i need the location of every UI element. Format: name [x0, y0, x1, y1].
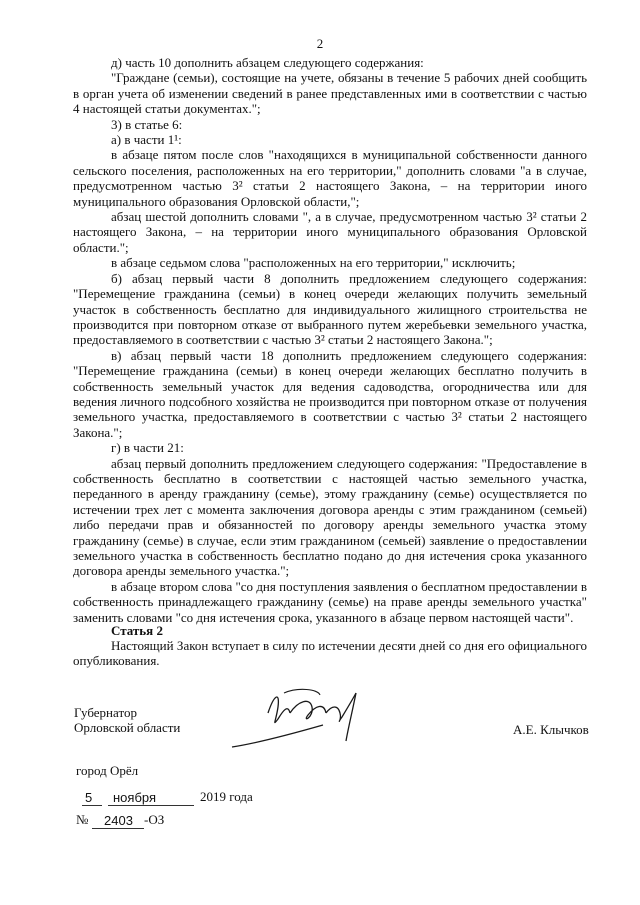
paragraph: абзац шестой дополнить словами ", а в случае, предусмотренном частью 3² статьи 2 настоящего Закона, – на территории иного муниципального образования Орловской области."; — [73, 209, 587, 255]
amendments-text — [73, 55, 587, 625]
paragraph: б) абзац первый части 8 дополнить предложением следующего содержания: "Перемещение гражданина (семьи) в конец очереди желающих получить земельный участок в собственность бесплатно для индивидуального жилищного строительства не производится при повторном отказе от выбранного путем жеребьевки земельного участка, предоставляемого в соответствии с частью 3² статьи 2 настоящего Закона."; — [73, 270, 587, 348]
article-2-body — [73, 638, 587, 669]
paragraph: г) в части 21: — [111, 440, 184, 456]
paragraph: в абзаце пятом после слов "находящихся в муниципальной собственности данного сельского поселения, расположенных на его территории," дополнить словами "а в случае, предусмотренном частью 3² статьи 2 настоящего Закона, – на территории иного муниципального образования Орловской области,"; — [73, 147, 587, 209]
number-underline — [92, 828, 144, 829]
article-2-text: Настоящий Закон вступает в силу по истечении десяти дней со дня его официального опубликования. — [73, 638, 587, 669]
paragraph: "Граждане (семьи), состоящие на учете, обязаны в течение 5 рабочих дней сообщить в орган учета об изменении сведений в ранее представленных ими в соответствии с частью 4 настоящей статьи документах."; — [73, 70, 587, 117]
date-month: ноября — [113, 790, 157, 805]
paragraph: д) часть 10 дополнить абзацем следующего содержания: — [111, 55, 424, 70]
number-value: 2403 — [104, 813, 133, 828]
date-day: 5 — [85, 790, 93, 805]
paragraph: а) в части 1¹: — [111, 132, 182, 148]
signing-date — [76, 789, 276, 809]
number-suffix: -ОЗ — [144, 812, 165, 827]
signatory-title-line1: Губернатор — [74, 705, 137, 720]
day-underline — [82, 805, 102, 806]
page-number: 2 — [316, 36, 324, 51]
article-2-heading: Статья 2 — [111, 623, 163, 638]
signatory-title-line2: Орловской области — [74, 720, 181, 736]
paragraph: в) абзац первый части 18 дополнить предложением следующего содержания: "Перемещение гражданина (семьи) в конец очереди желающих бесплатно получить в собственность земельный участок для ведения садоводства, огородничества или для ведения личного подсобного хозяйства не производится при повторном отказе от получения земельного участка, предоставляемого в соответствии с частью 3² статьи 2 настоящего Закона."; — [73, 347, 587, 440]
paragraph: в абзаце втором слова "со дня поступления заявления о бесплатном предоставлении в собственность принадлежащего гражданину (семье) на праве аренды земельного участка" заменить словами "со дня истечения срока, указанного в абзаце первом настоящей части". — [73, 578, 587, 625]
number-sign: № — [76, 812, 89, 827]
month-underline — [108, 805, 194, 806]
paragraph: 3) в статье 6: — [111, 116, 183, 132]
signatory-name: А.Е. Клычков — [513, 722, 589, 737]
paragraph: абзац первый дополнить предложением следующего содержания: "Предоставление в собственность бесплатно в соответствии с настоящей частью земельного участка, переданного в аренду гражданину (семье), этому гражданину (семье) осуществляется по истечении трех лет с момента заключения договора аренды с этим гражданином (семьей) либо передачи прав и обязанностей по договору аренды земельного участка этому гражданину (семье) в случае, если этим гражданином (семьей) заявление о предоставлении земельного участка в собственность бесплатно подано до дня истечения срока указанного договора аренды земельного участка."; — [73, 455, 587, 579]
city: город Орёл — [76, 763, 139, 778]
date-year: 2019 года — [200, 789, 253, 804]
signatory-title — [74, 705, 180, 736]
paragraph: в абзаце седьмом слова "расположенных на его территории," исключить; — [111, 255, 516, 271]
law-number — [76, 812, 276, 832]
handwritten-signature — [228, 683, 388, 753]
